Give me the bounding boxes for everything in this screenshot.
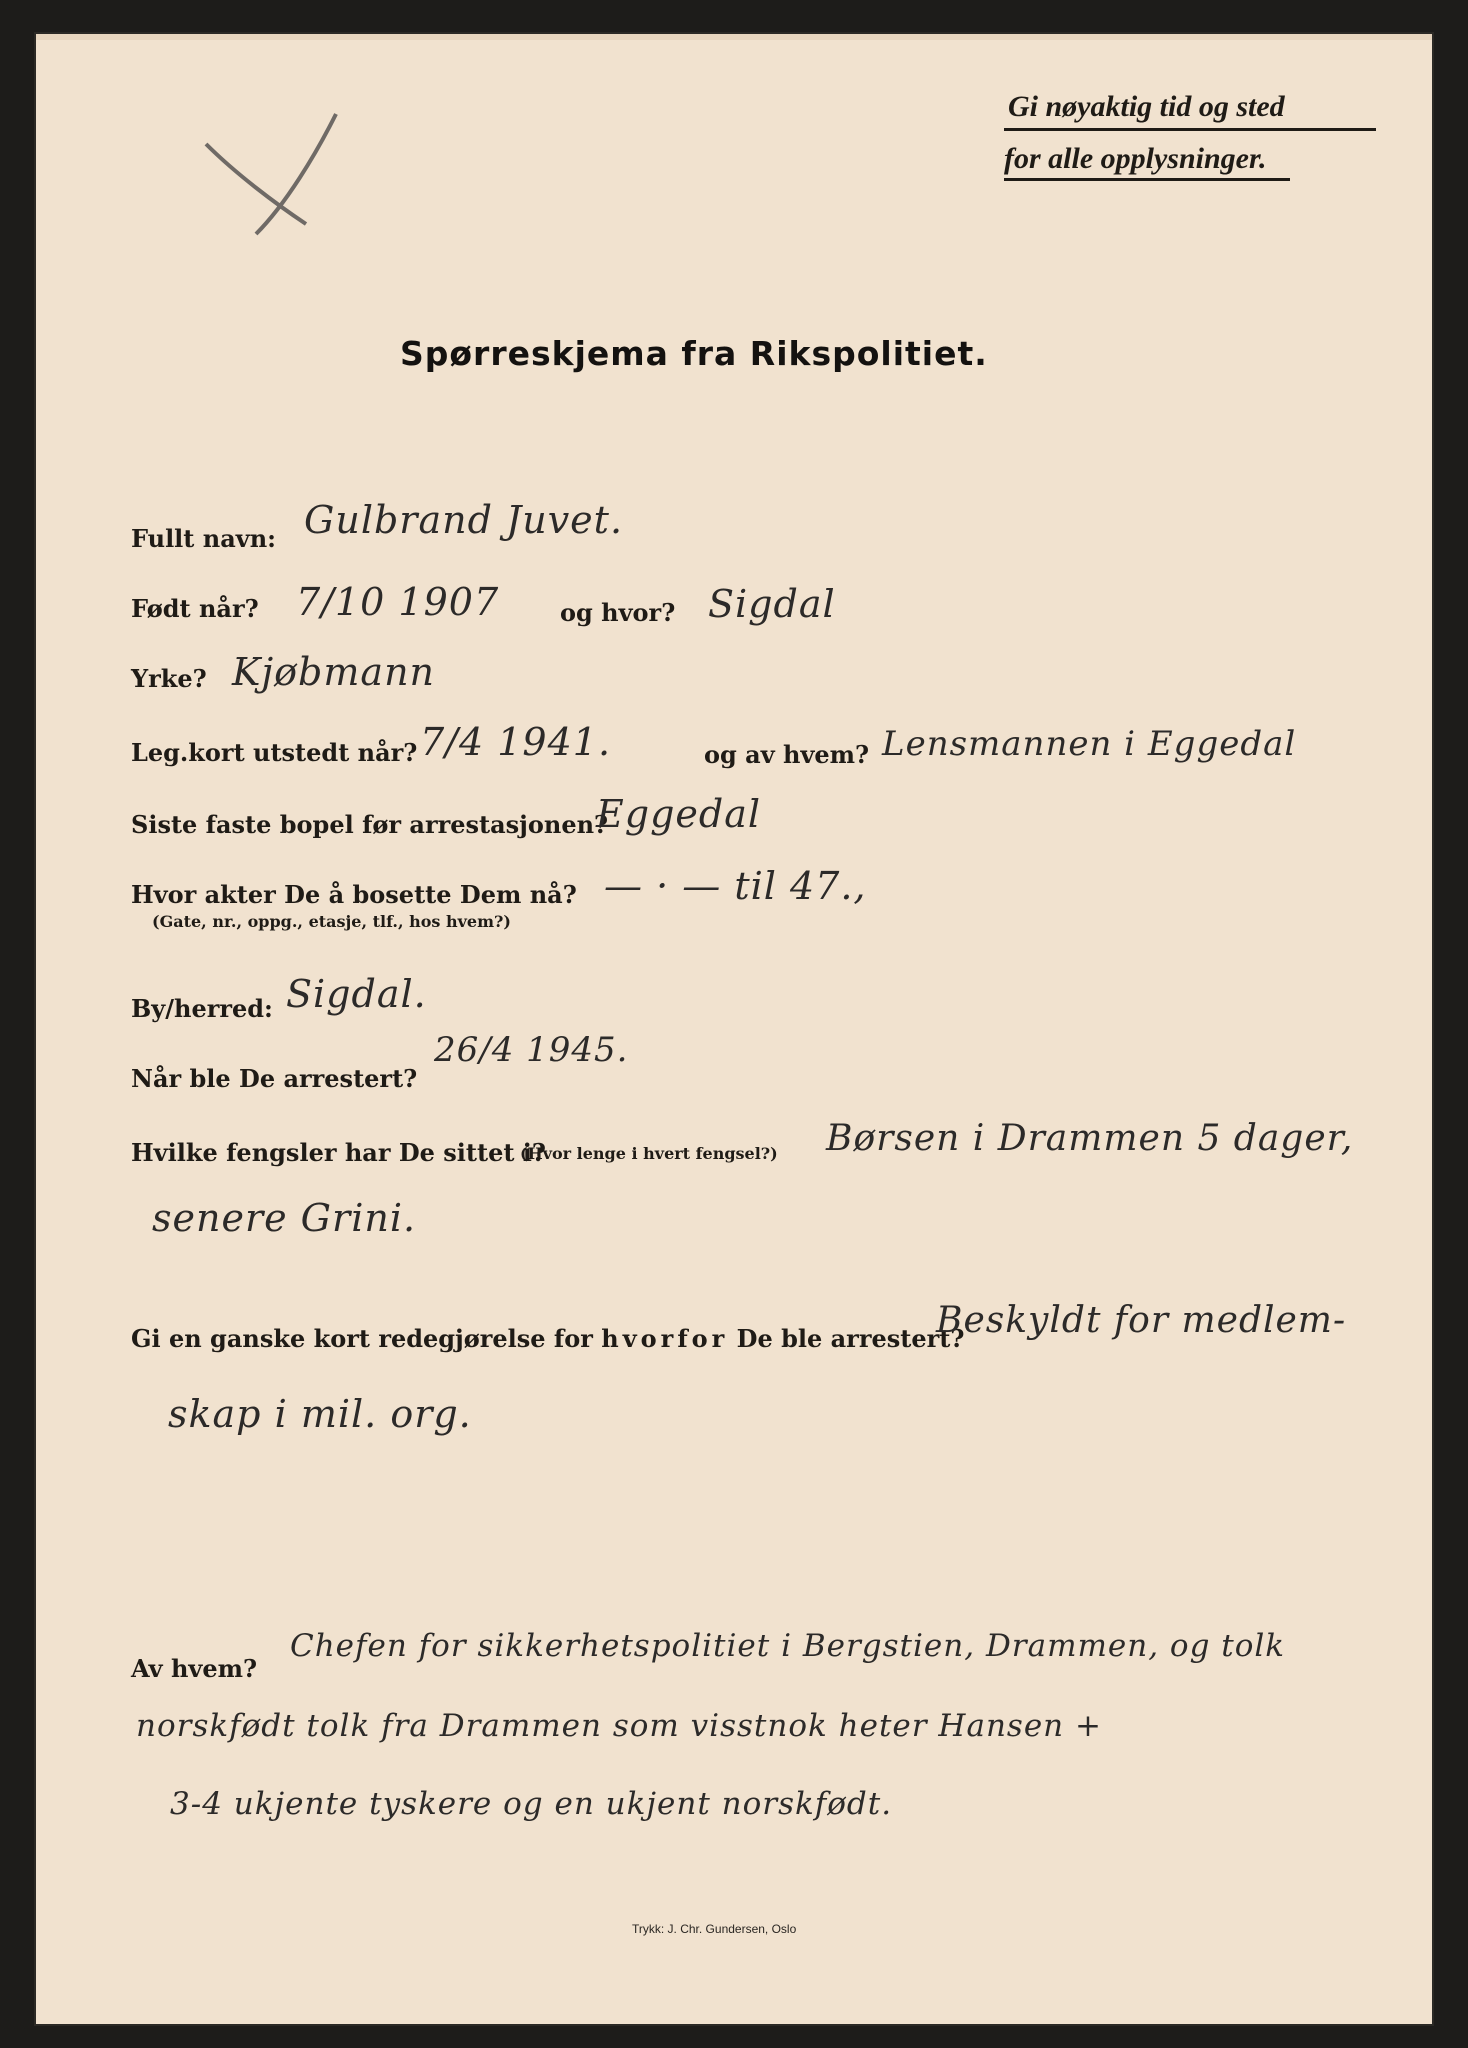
by-whom-label: Av hvem? xyxy=(131,1654,258,1683)
questionnaire-page xyxy=(36,34,1432,2024)
idcard-by-label: og av hvem? xyxy=(704,740,870,769)
born-when-value: 7/10 1907 xyxy=(296,580,500,624)
born-when-label: Født når? xyxy=(131,594,259,623)
municipality-value: Sigdal. xyxy=(286,972,427,1016)
cross-mark-icon xyxy=(196,94,356,244)
notice-underline-2 xyxy=(1004,178,1290,181)
page-edge xyxy=(36,34,1432,40)
prisons-value-line-2: senere Grini. xyxy=(152,1196,417,1240)
occupation-label: Yrke? xyxy=(131,664,207,693)
settle-value: — · — til 47., xyxy=(604,864,867,908)
printer-imprint: Trykk: J. Chr. Gundersen, Oslo xyxy=(632,1922,797,1936)
prisons-sublabel: (Hvor lenge i hvert fengsel?) xyxy=(520,1144,778,1163)
form-title: Spørreskjema fra Rikspolitiet. xyxy=(400,334,988,373)
idcard-when-label: Leg.kort utstedt når? xyxy=(131,738,418,767)
by-whom-value-line-1: Chefen for sikkerhetspolitiet i Bergstien, Drammen, og tolk xyxy=(290,1628,1286,1664)
idcard-when-value: 7/4 1941. xyxy=(420,720,612,764)
residence-value: Eggedal xyxy=(596,792,762,836)
by-whom-value-line-2: norskfødt tolk fra Drammen som visstnok heter Hansen + xyxy=(136,1708,1102,1744)
reason-label-emphasis: hvorfor xyxy=(601,1324,729,1353)
born-where-label: og hvor? xyxy=(560,598,676,627)
arrested-when-value: 26/4 1945. xyxy=(434,1030,629,1070)
by-whom-value-line-3: 3-4 ukjente tyskere og en ukjent norskfødt. xyxy=(170,1786,893,1822)
reason-label-end: De ble arrestert? xyxy=(736,1324,965,1353)
idcard-by-value: Lensmannen i Eggedal xyxy=(882,724,1297,764)
residence-label: Siste faste bopel før arrestasjonen? xyxy=(131,810,609,839)
name-label: Fullt navn: xyxy=(131,524,276,553)
settle-label: Hvor akter De å bosette Dem nå? xyxy=(131,880,577,909)
born-where-value: Sigdal xyxy=(708,582,836,626)
occupation-value: Kjøbmann xyxy=(232,650,436,694)
municipality-label: By/herred: xyxy=(131,994,273,1023)
settle-sublabel: (Gate, nr., oppg., etasje, tlf., hos hvem?) xyxy=(152,912,511,931)
notice-underline-1 xyxy=(1004,128,1376,131)
prisons-value-line-1: Børsen i Drammen 5 dager, xyxy=(826,1118,1354,1159)
prisons-label: Hvilke fengsler har De sittet i? xyxy=(131,1138,546,1167)
reason-value-line-2: skap i mil. org. xyxy=(168,1392,472,1436)
notice-line-2: for alle opplysninger. xyxy=(1004,142,1267,175)
notice-line-1: Gi nøyaktig tid og sted xyxy=(1008,90,1285,123)
reason-label-start: Gi en ganske kort redegjørelse for xyxy=(131,1324,593,1353)
reason-value-line-1: Beskyldt for medlem- xyxy=(936,1300,1347,1341)
reason-label xyxy=(131,1324,964,1353)
name-value: Gulbrand Juvet. xyxy=(304,498,624,542)
arrested-when-label: Når ble De arrestert? xyxy=(131,1064,418,1093)
